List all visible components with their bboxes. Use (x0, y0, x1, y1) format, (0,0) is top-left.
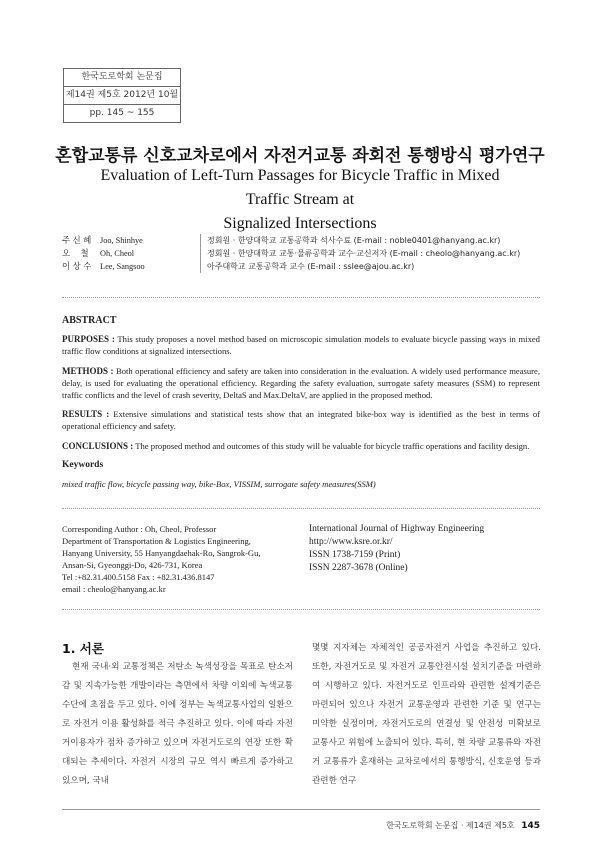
divider (62, 297, 540, 298)
conclusions-text: The proposed method and outcomes of this study will be valuable for bicycle traffic operations and facility design. (135, 440, 530, 451)
author-affiliation: 정회원 · 한양대학교 교통공학과 석사수료 (E-mail : noble0401@hanyang.ac.kr) (207, 236, 501, 245)
title-english-line1: Evaluation of Left-Turn Passages for Bicycle Traffic in Mixed Traffic Stream at (100, 167, 500, 208)
methods-label: METHODS : (62, 365, 114, 376)
author-divider (200, 247, 201, 260)
author-list (62, 234, 520, 273)
abstract-purposes (62, 333, 540, 357)
journal-info-box (63, 68, 181, 123)
title-korean: 혼합교통류 신호교차로에서 자전거교통 좌회전 통행방식 평가연구 (55, 146, 545, 166)
author-name-ko: 이 상 수 (62, 261, 92, 271)
author-name-en: Oh, Cheol (100, 249, 135, 258)
ijhe-line: ISSN 1738-7159 (Print) (309, 550, 401, 560)
author-row (62, 234, 520, 247)
title-english-line2: Signalized Intersections (223, 215, 377, 232)
corr-line: Corresponding Author : Oh, Cheol, Professor (62, 524, 217, 534)
conclusions-label: CONCLUSIONS : (62, 440, 134, 451)
corr-line: email : cheolo@hanyang.ac.kr (62, 584, 166, 594)
abstract-conclusions (62, 440, 540, 452)
corr-line: Ansan-Si, Gyeonggi-Do, 426-731, Korea (62, 560, 203, 570)
author-divider (200, 234, 201, 247)
page-number: 145 (521, 821, 540, 831)
author-name-ko: 오 철 (62, 248, 89, 258)
journal-issue: 제14권 제5호 2012년 10월 (64, 86, 180, 104)
abstract-methods (62, 365, 540, 402)
corr-line: Department of Transportation & Logistics Engineering, (62, 536, 251, 546)
purposes-text: This study proposes a novel method based on microscopic simulation models to evaluate bicycle passing ways in mixed traffic flow conditions at signalized intersections. (62, 334, 540, 357)
author-affiliation: 정회원 · 한양대학교 교통·물류공학과 교수·교신저자 (E-mail : cheolo@hanyang.ac.kr) (207, 249, 521, 258)
keywords-text: mixed traffic flow, bicycle passing way, bike-Box, VISSIM, surrogate safety measures(SSM) (62, 479, 376, 490)
journal-block (309, 523, 484, 575)
journal-name: 한국도로학회 논문집 (81, 72, 163, 82)
author-affiliation: 아주대학교 교통공학과 교수 (E-mail : sslee@ajou.ac.kr) (207, 262, 415, 271)
corr-line: Tel :+82.31.400.5158 Fax : +82.31.436.8147 (62, 572, 215, 582)
abstract-results (62, 408, 540, 432)
methods-text: Both operational efficiency and safety are taken into consideration in the evaluation. A widely used performance measure, delay, is used for evaluating the operational efficiency. Regarding the safety evaluation, surrogate safety measures (SSM) to represent traffic conflicts and the level of crash severity, DeltaS and Max.DeltaV, are applied in the proposed method. (62, 365, 540, 401)
journal-pages: pp. 145 ~ 155 (64, 104, 180, 122)
keywords-heading: Keywords (62, 459, 104, 470)
section-heading: 1. 서론 (62, 641, 104, 656)
author-name-ko: 주 신 혜 (62, 235, 92, 245)
author-name-en: Lee, Sangsoo (100, 262, 145, 271)
ijhe-line: International Journal of Highway Engineering (309, 524, 485, 534)
page-footer (386, 820, 540, 831)
divider (62, 609, 540, 610)
results-text: Extensive simulations and statistical tests show that an integrated bike-box way is identified as the best in terms of operational efficiency and safety. (62, 409, 540, 432)
purposes-label: PURPOSES : (62, 334, 115, 345)
corr-line: Hanyang University, 55 Hanyangdaehak-Ro, Sangrok-Gu, (62, 548, 261, 558)
abstract (62, 315, 540, 497)
author-name-en: Joo, Shinhye (100, 236, 143, 245)
author-row (62, 260, 520, 273)
divider (62, 508, 540, 509)
author-row (62, 247, 520, 260)
title-english (80, 164, 520, 236)
corresponding-author (62, 523, 302, 595)
author-divider (200, 260, 201, 273)
footer-journal: 한국도로학회 논문집 · 제14권 제5호 (386, 821, 515, 830)
ijhe-line: ISSN 2287-3678 (Online) (309, 563, 408, 573)
footer-rule (62, 809, 540, 810)
abstract-heading: ABSTRACT (62, 315, 117, 326)
body-column-left: 현재 국내·외 교통정책은 저탄소 녹색성장을 목표로 탄소저감 및 지속가능한 개발이라는 측면에서 차량 이외에 녹색교통수단에 초점을 두고 있다. 이에 정부는 녹색교통사업의 일환으로 자전거 이용 활성화를 적극 추진하고 있다. 이에 따라 자전거이용자가 점차 증가하고 있으며 자전거도로의 연장 또한 확대되는 추세이다. 자전거 시장의 규모 역시 빠르게 증가하고 있으며, 국내 (62, 662, 293, 786)
body-column-right: 몇몇 지자체는 자체적인 공공자전거 사업을 추진하고 있다. 또한, 자전거도로 및 자전거 교통안전시설 설치기준을 마련하여 시행하고 있다. 자전거도로 인프라와 관련한 설계기준은 마련되어 있으나 자전거 교통운영과 관련한 기준 및 연구는 미약한 실정이며, 자전거도로의 연결성 및 안전성 미확보로 교통사고 위험에 노출되어 있다. 특히, 현 차량 교통류와 자전거 교통류가 혼재하는 교차로에서의 통행방식, 신호운영 등과 관련한 연구 (312, 643, 541, 786)
results-label: RESULTS : (62, 409, 110, 420)
ijhe-line: http://www.ksre.or.kr/ (309, 537, 393, 547)
